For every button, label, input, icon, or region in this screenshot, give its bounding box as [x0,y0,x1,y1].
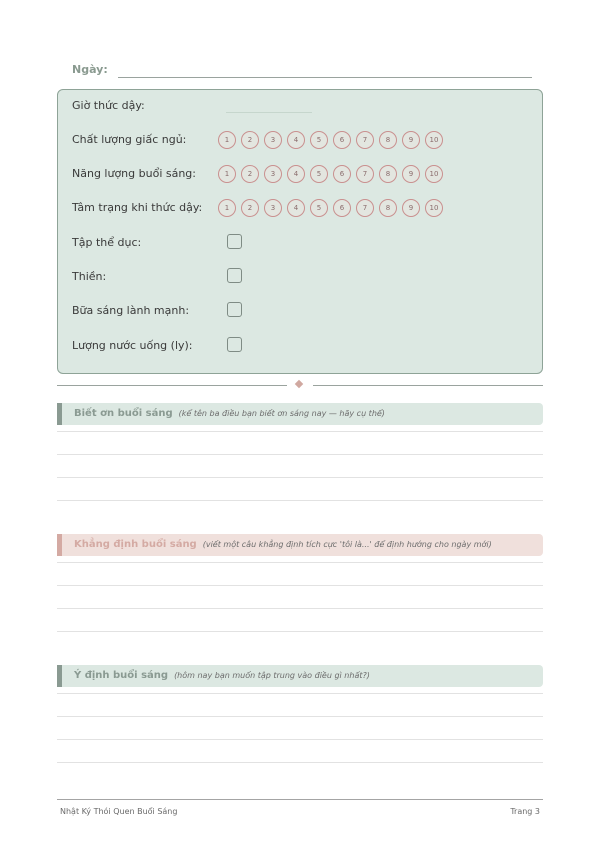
divider-line-right [313,385,543,386]
intention-section [57,665,543,687]
divider-line-left [57,385,287,386]
writing-line[interactable] [57,562,543,563]
wake-time-input[interactable] [226,112,312,113]
rating-bubble[interactable]: 1 [218,131,236,149]
wake-time-label: Giờ thức dậy: [72,99,145,112]
gratitude-section [57,403,543,425]
rating-bubble[interactable]: 5 [310,131,328,149]
section-divider [57,384,543,387]
morning-energy-row [72,164,532,184]
writing-line[interactable] [57,431,543,432]
gratitude-title: Biết ơn buổi sáng (kể tên ba điều bạn biết ơn sáng nay — hãy cụ thể) [74,408,385,419]
healthy-breakfast-label: Bữa sáng lành mạnh: [72,304,190,317]
date-row [72,62,532,82]
rating-bubble[interactable]: 1 [218,165,236,183]
footer-rule [57,799,543,800]
rating-bubble[interactable]: 9 [402,165,420,183]
rating-bubble[interactable]: 10 [425,131,443,149]
rating-bubble[interactable]: 10 [425,165,443,183]
intention-title: Ý định buổi sáng (hôm nay bạn muốn tập trung vào điều gì nhất?) [74,670,370,681]
writing-line[interactable] [57,762,543,763]
morning-tracker-box [57,89,543,374]
rating-bubble[interactable]: 7 [356,199,374,217]
intention-header [57,665,543,687]
date-input-line[interactable] [118,77,532,78]
writing-line[interactable] [57,477,543,478]
meditation-label: Thiền: [72,270,107,283]
page-number: Trang 3 [510,807,540,816]
rating-bubble[interactable]: 3 [264,199,282,217]
gratitude-hint: (kể tên ba điều bạn biết ơn sáng nay — hãy cụ thể) [178,409,385,418]
rating-bubble[interactable]: 10 [425,199,443,217]
writing-line[interactable] [57,608,543,609]
exercise-checkbox[interactable] [227,234,242,249]
rating-bubble[interactable]: 1 [218,199,236,217]
intention-hint: (hôm nay bạn muốn tập trung vào điều gì nhất?) [174,671,370,680]
exercise-label: Tập thể dục: [72,236,142,249]
footer-title: Nhật Ký Thói Quen Buổi Sáng [60,807,178,816]
writing-line[interactable] [57,739,543,740]
rating-bubble[interactable]: 9 [402,131,420,149]
writing-line[interactable] [57,585,543,586]
writing-line[interactable] [57,693,543,694]
sleep-quality-label: Chất lượng giấc ngủ: [72,133,187,146]
rating-bubble[interactable]: 2 [241,131,259,149]
rating-bubble[interactable]: 9 [402,199,420,217]
water-intake-label: Lượng nước uống (ly): [72,339,193,352]
rating-bubble[interactable]: 6 [333,165,351,183]
rating-bubble[interactable]: 5 [310,165,328,183]
rating-bubble[interactable]: 2 [241,199,259,217]
writing-line[interactable] [57,716,543,717]
writing-line[interactable] [57,454,543,455]
rating-bubble[interactable]: 3 [264,165,282,183]
rating-bubble[interactable]: 3 [264,131,282,149]
rating-bubble[interactable]: 8 [379,131,397,149]
exercise-row [72,233,532,253]
rating-bubble[interactable]: 6 [333,131,351,149]
rating-bubble[interactable]: 5 [310,199,328,217]
meditation-checkbox[interactable] [227,268,242,283]
rating-bubble[interactable]: 4 [287,165,305,183]
wake-mood-row [72,198,532,218]
sleep-quality-row [72,130,532,150]
meditation-row [72,267,532,287]
healthy-breakfast-row [72,301,532,321]
rating-bubble[interactable]: 7 [356,131,374,149]
rating-bubble[interactable]: 8 [379,165,397,183]
affirmation-header [57,534,543,556]
diamond-ornament-icon [295,380,303,388]
morning-energy-label: Năng lượng buổi sáng: [72,167,196,180]
rating-bubble[interactable]: 4 [287,131,305,149]
wake-mood-label: Tâm trạng khi thức dậy: [72,201,203,214]
wake-time-row [72,96,532,116]
affirmation-hint: (viết một câu khẳng định tích cực 'tôi là...' để định hướng cho ngày mới) [202,540,492,549]
water-intake-row [72,336,532,356]
writing-line[interactable] [57,631,543,632]
affirmation-title: Khẳng định buổi sáng (viết một câu khẳng định tích cực 'tôi là...' để định hướng cho ngày mới) [74,539,492,550]
rating-bubble[interactable]: 7 [356,165,374,183]
date-label: Ngày: [72,63,108,76]
water-intake-checkbox[interactable] [227,337,242,352]
affirmation-section [57,534,543,556]
rating-bubble[interactable]: 8 [379,199,397,217]
rating-bubble[interactable]: 4 [287,199,305,217]
gratitude-header [57,403,543,425]
writing-line[interactable] [57,500,543,501]
healthy-breakfast-checkbox[interactable] [227,302,242,317]
rating-bubble[interactable]: 6 [333,199,351,217]
rating-bubble[interactable]: 2 [241,165,259,183]
